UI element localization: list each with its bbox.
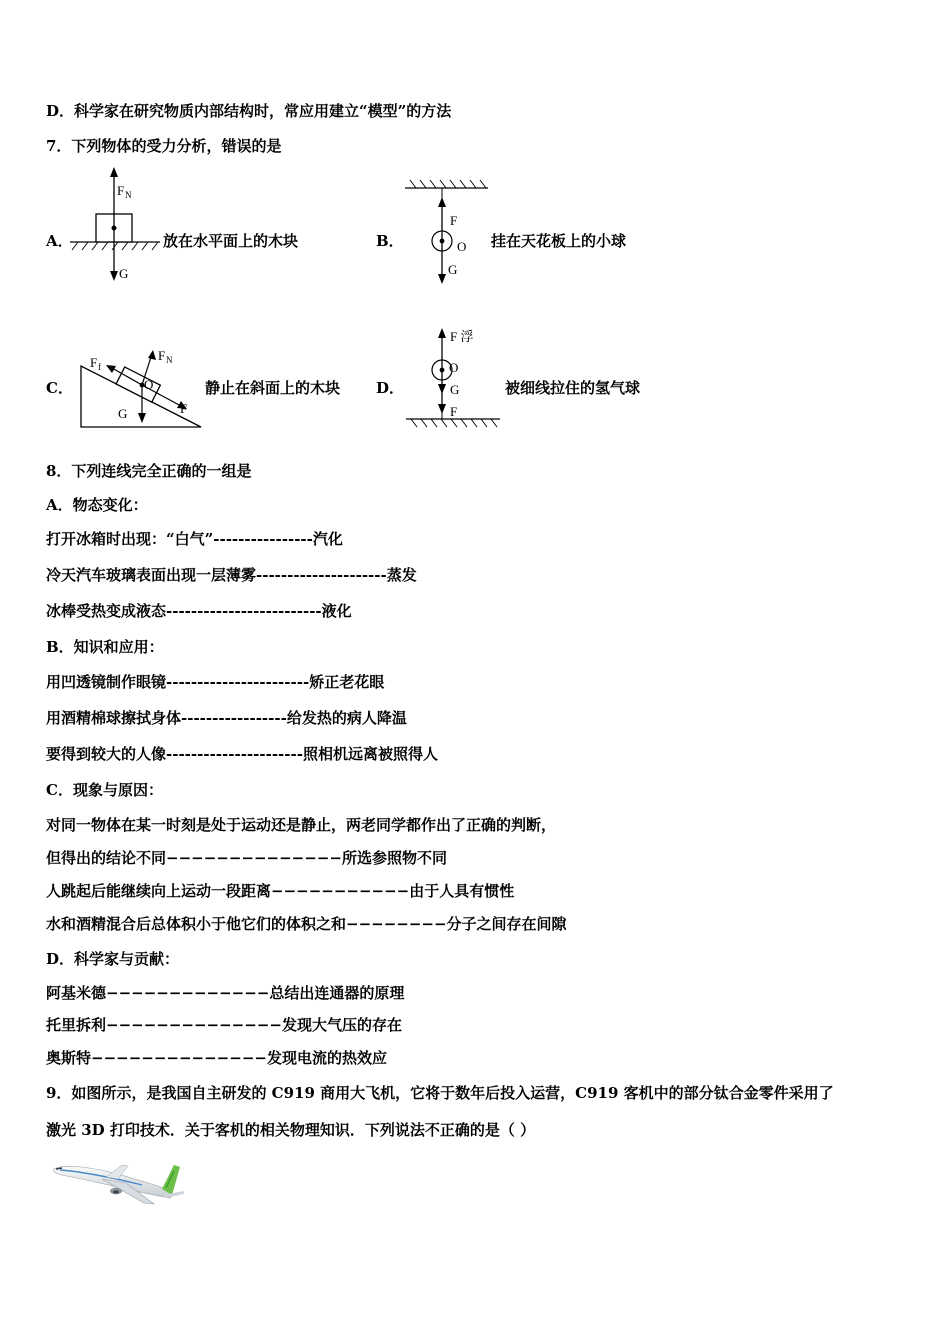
q8-line: 用酒精棉球擦拭身体-----------------给发热的病人降温 (46, 709, 407, 727)
diagram-ball-hanging-from-ceiling (400, 180, 490, 290)
force-label-a-gravity: G (119, 266, 129, 281)
q7-option-c-letter: C． (46, 379, 73, 397)
q8-line: 奥斯特−−−−−−−−−−−−−−发现电流的热效应 (46, 1049, 387, 1067)
diagram-block-on-incline (78, 345, 208, 435)
q7-option-c-caption: 静止在斜面上的木块 (205, 379, 341, 397)
force-label-c-friction-sub: f (98, 362, 101, 372)
q8-line: 冰棒受热变成液态-------------------------液化 (46, 602, 352, 620)
force-label-c-normal: F (158, 348, 166, 363)
q7-option-d-caption: 被细线拉住的氢气球 (505, 379, 641, 397)
q9-stem-line2: 激光 3D 打印技术．关于客机的相关物理知识．下列说法不正确的是（ ） (46, 1121, 536, 1139)
q8-line: 冷天汽车玻璃表面出现一层薄雾---------------------蒸发 (46, 566, 417, 584)
center-label-d: O (449, 360, 459, 375)
q8-line: 打开冰箱时出现：“白气”----------------汽化 (46, 530, 343, 548)
q7-option-b-letter: B． (376, 232, 404, 250)
q8-line: 但得出的结论不同−−−−−−−−−−−−−−所选参照物不同 (46, 849, 447, 867)
force-label-c-gravity: G (118, 406, 128, 421)
q7-option-d-letter: D． (376, 379, 405, 397)
q7-option-a-caption: 放在水平面上的木块 (163, 232, 299, 250)
q7-option-b-caption: 挂在天花板上的小球 (491, 232, 627, 250)
force-label-d-tension: F (450, 404, 458, 419)
q8-line: A．物态变化： (46, 496, 148, 514)
q8-line: D．科学家与贡献： (46, 950, 180, 968)
force-label-a-support-sub: N (125, 190, 132, 200)
q7-option-a-letter: A． (46, 232, 73, 250)
force-label-b-tension: F (450, 213, 458, 228)
q8-line: 水和酒精混合后总体积小于他它们的体积之和−−−−−−−−分子之间存在间隙 (46, 915, 567, 933)
force-label-c-friction: F (90, 355, 98, 370)
q6-option-d: D．科学家在研究物质内部结构时，常应用建立“模型”的方法 (46, 102, 452, 120)
q7-stem: 7．下列物体的受力分析，错误的是 (46, 137, 282, 155)
force-label-c-applied: F (180, 401, 188, 416)
diagram-balloon-tied-to-ground (403, 325, 508, 435)
center-label-c: O (144, 377, 154, 392)
q9-stem-line1: 9．如图所示，是我国自主研发的 C919 商用大飞机，它将于数年后投入运营，C919 客机中的部分钛合金零件采用了 (46, 1084, 834, 1102)
center-label-b: O (457, 239, 467, 254)
q8-line: 托里拆利−−−−−−−−−−−−−−发现大气压的存在 (46, 1016, 402, 1034)
c919-airplane-image (46, 1155, 186, 1215)
q8-line: 用凹透镜制作眼镜-----------------------矫正老花眼 (46, 673, 385, 691)
q8-line: B．知识和应用： (46, 638, 164, 656)
q8-line: 阿基米德−−−−−−−−−−−−−总结出连通器的原理 (46, 984, 405, 1002)
q8-line: 要得到较大的人像----------------------照相机远离被照得人 (46, 745, 438, 763)
force-label-d-gravity: G (450, 382, 460, 397)
force-label-a-support: F (117, 183, 125, 198)
q8-line: 人跳起后能继续向上运动一段距离−−−−−−−−−−−由于人具有惯性 (46, 882, 515, 900)
q8-stem: 8．下列连线完全正确的一组是 (46, 462, 252, 480)
q8-line: C．现象与原因： (46, 781, 163, 799)
q8-line: 对同一物体在某一时刻是处于运动还是静止，两老同学都作出了正确的判断， (46, 816, 557, 834)
force-label-c-normal-sub: N (166, 355, 173, 365)
diagram-block-on-table (70, 165, 170, 285)
force-label-d-buoyancy: F 浮 (450, 329, 474, 344)
force-label-b-gravity: G (448, 262, 458, 277)
